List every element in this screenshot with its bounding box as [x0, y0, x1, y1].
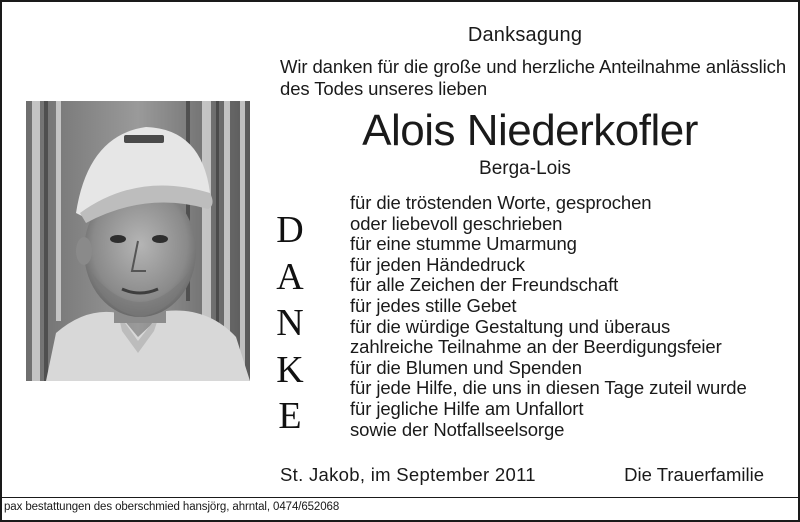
thanks-line: für jegliche Hilfe am Unfallort	[350, 397, 584, 419]
thanks-line: oder liebevoll geschrieben	[350, 212, 563, 234]
signature: Die Trauerfamilie	[624, 464, 764, 485]
intro-line: des Todes unseres lieben	[280, 78, 488, 99]
footer-bar	[0, 497, 800, 522]
danke-letter: K	[276, 348, 304, 391]
notice-heading: Danksagung	[467, 24, 583, 46]
danke-vertical	[270, 207, 310, 440]
deceased-nickname: Berga-Lois	[479, 158, 571, 179]
intro-line: Wir danken für die große und herzliche Anteilnahme anlässlich	[280, 56, 787, 77]
thanks-line: für die tröstenden Worte, gesprochen	[350, 192, 652, 213]
thanks-line: sowie der Notfallseelsorge	[350, 418, 565, 440]
thanks-line: für jede Hilfe, die uns in diesen Tage zuteil wurde	[350, 377, 747, 399]
thanks-line: für die Blumen und Spenden	[350, 356, 582, 378]
intro-text	[280, 56, 790, 100]
thanks-line: für eine stumme Umarmung	[350, 233, 577, 255]
portrait-photo	[26, 101, 250, 381]
deceased-name: Alois Niederkofler	[362, 106, 698, 155]
footer-text: pax bestattungen des oberschmied hansjörg, ahrntal, 0474/652068	[4, 501, 340, 513]
thanks-line: zahlreiche Teilnahme an der Beerdigungsfeier	[350, 336, 722, 358]
thanks-line: für die würdige Gestaltung und überaus	[350, 315, 671, 337]
thanks-line: für jeden Händedruck	[350, 253, 525, 275]
thanks-line: für jedes stille Gebet	[350, 294, 517, 316]
thanks-line: für alle Zeichen der Freundschaft	[350, 274, 619, 296]
danke-letter: D	[276, 209, 304, 251]
danke-letter: N	[276, 302, 304, 345]
thanks-list	[350, 193, 790, 440]
danke-letter: E	[278, 395, 302, 438]
place-date: St. Jakob, im September 2011	[280, 464, 536, 485]
danke-letter: A	[276, 255, 304, 298]
